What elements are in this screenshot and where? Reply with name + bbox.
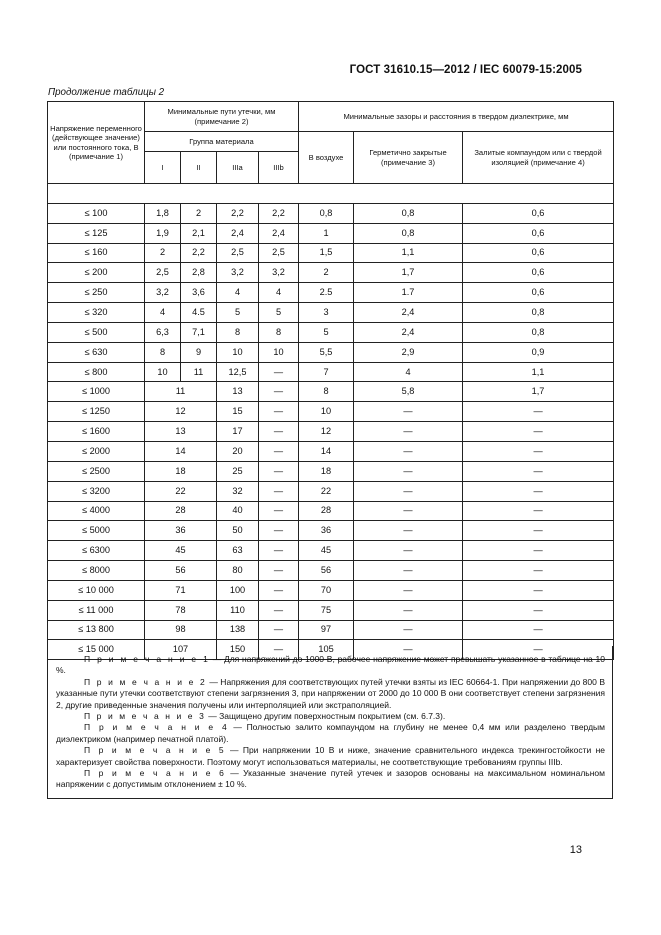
table-cell: 0,9 (463, 342, 614, 362)
table-cell: 3,2 (145, 283, 181, 303)
note-text: — Полностью залито компаундом на глубину не менее 0,4 мм или разделено твердым диэлектриком (например печатной платой). (56, 722, 605, 744)
table-cell: 5,5 (299, 342, 354, 362)
table-cell: — (354, 441, 463, 461)
table-cell: — (354, 561, 463, 581)
document-code: ГОСТ 31610.15—2012 / IEC 60079-15:2005 (349, 64, 582, 76)
table-cell: 97 (299, 620, 354, 640)
table-cell: ≤ 4000 (48, 501, 145, 521)
table-caption: Продолжение таблицы 2 (48, 87, 165, 98)
table-cell: 25 (217, 461, 259, 481)
table-cell: 20 (217, 441, 259, 461)
table-cell: 7,1 (181, 322, 217, 342)
table-row (48, 600, 614, 620)
table-cell: 4 (259, 283, 299, 303)
table-cell: 2,4 (259, 223, 299, 243)
table-cell: 0,8 (354, 223, 463, 243)
table-cell: 1,7 (354, 263, 463, 283)
table-cell: 0,6 (463, 283, 614, 303)
note-text: — Указанные значение путей утечек и зазоров основаны на максимальном номинальном напряжении с допустимым отклонением ± 10 %. (56, 768, 605, 790)
table-cell: 36 (145, 521, 217, 541)
table-cell: 15 (217, 402, 259, 422)
table-cell: 10 (145, 362, 181, 382)
header-potted: Залитые компаундом или с твердой изоляцией (примечание 4) (463, 132, 614, 184)
table-cell: 18 (299, 461, 354, 481)
table-cell: — (354, 541, 463, 561)
table-cell: 0,6 (463, 223, 614, 243)
note-label: П р и м е ч а н и е 1 (84, 654, 210, 664)
table-cell: — (259, 580, 299, 600)
table-cell: — (259, 362, 299, 382)
table-cell: — (259, 422, 299, 442)
header-separator (48, 184, 614, 204)
table-cell: — (463, 481, 614, 501)
table-cell: 2.5 (299, 283, 354, 303)
table-cell: ≤ 320 (48, 303, 145, 323)
table-row (48, 620, 614, 640)
table-cell: 2,2 (181, 243, 217, 263)
table-cell: ≤ 3200 (48, 481, 145, 501)
note-item (56, 745, 605, 768)
table-cell: 40 (217, 501, 259, 521)
table-cell: 12 (145, 402, 217, 422)
table-cell: 4.5 (181, 303, 217, 323)
table-cell: 78 (145, 600, 217, 620)
table-cell: 71 (145, 580, 217, 600)
table-cell: 2,5 (259, 243, 299, 263)
table-cell: 56 (299, 561, 354, 581)
table-cell: 10 (259, 342, 299, 362)
table-cell: 1,9 (145, 223, 181, 243)
table-cell: 0,8 (299, 203, 354, 223)
table-cell: 8 (259, 322, 299, 342)
table-row (48, 303, 614, 323)
note-item (56, 677, 605, 711)
note-text: — Напряжения для соответствующих путей утечки взяты из IEC 60664-1. При напряжении до 800 В указанные пути утечки соответствуют степени загрязнения 3, при напряжении от 2000 до 10 000 В они соответствует степени загрязнения 2, другие приведенные значения получены или интерполяцией или экстраполяцией. (56, 676, 605, 710)
header-group-ii: II (181, 152, 217, 184)
table-cell: 8 (145, 342, 181, 362)
table-cell: 10 (217, 342, 259, 362)
table-cell: 8 (217, 322, 259, 342)
table-row (48, 382, 614, 402)
table-cell: 6,3 (145, 322, 181, 342)
header-sealed: Герметично закрытые (примечание 3) (354, 132, 463, 184)
table-cell: ≤ 13 800 (48, 620, 145, 640)
table-cell: 11 (181, 362, 217, 382)
table-cell: ≤ 6300 (48, 541, 145, 561)
table-cell: — (463, 461, 614, 481)
table-cell: — (354, 580, 463, 600)
header-group-iiia: IIIa (217, 152, 259, 184)
table-header (48, 102, 614, 184)
table-cell: 2 (145, 243, 181, 263)
table-cell: 10 (299, 402, 354, 422)
table-cell: — (463, 501, 614, 521)
table-row (48, 481, 614, 501)
table-body (48, 184, 614, 660)
table-cell: ≤ 1600 (48, 422, 145, 442)
table-cell: — (463, 620, 614, 640)
table-cell: — (463, 561, 614, 581)
table-cell: ≤ 125 (48, 223, 145, 243)
table-cell: 70 (299, 580, 354, 600)
table-cell: 2,4 (354, 303, 463, 323)
table-cell: 17 (217, 422, 259, 442)
table-cell: 150 (217, 640, 259, 660)
table-cell: — (259, 600, 299, 620)
table-cell: 2,2 (259, 203, 299, 223)
table-cell: ≤ 100 (48, 203, 145, 223)
table-cell: ≤ 2500 (48, 461, 145, 481)
note-label: П р и м е ч а н и е 5 (84, 745, 226, 756)
table-cell: 11 (145, 382, 217, 402)
table-cell: 107 (145, 640, 217, 660)
table-cell: 50 (217, 521, 259, 541)
table-cell: 36 (299, 521, 354, 541)
table-cell: 0,8 (463, 322, 614, 342)
table-cell: ≤ 15 000 (48, 640, 145, 660)
table-cell: 45 (299, 541, 354, 561)
table-cell: 13 (145, 422, 217, 442)
table-cell: — (463, 541, 614, 561)
table-cell: 18 (145, 461, 217, 481)
table-row (48, 461, 614, 481)
table-cell: 4 (354, 362, 463, 382)
note-text: — Для напряжений до 1000 В, рабочее напряжение может превышать указанное в таблице на 10 %. (56, 654, 605, 676)
table-row (48, 263, 614, 283)
table-cell: 138 (217, 620, 259, 640)
table-cell: — (354, 402, 463, 422)
table-cell: ≤ 250 (48, 283, 145, 303)
table-cell: 4 (217, 283, 259, 303)
table-row (48, 441, 614, 461)
note-item (56, 768, 605, 791)
table-cell: — (354, 461, 463, 481)
table-cell: 105 (299, 640, 354, 660)
table-cell: 1,1 (354, 243, 463, 263)
table-cell: ≤ 1000 (48, 382, 145, 402)
note-item (56, 722, 605, 745)
table-cell: 63 (217, 541, 259, 561)
table-cell: ≤ 800 (48, 362, 145, 382)
table-cell: — (463, 580, 614, 600)
note-text: — Защищено другим поверхностным покрытием (см. 6.7.3). (205, 711, 446, 722)
table-cell: 0,6 (463, 203, 614, 223)
table-cell: 14 (299, 441, 354, 461)
table-cell: 2,4 (354, 322, 463, 342)
table-cell: — (354, 521, 463, 541)
table-cell: 5 (217, 303, 259, 323)
table-cell: 98 (145, 620, 217, 640)
table-cell: 2,8 (181, 263, 217, 283)
header-material-group: Группа материала (145, 132, 299, 152)
table-cell: 110 (217, 600, 259, 620)
table-cell: ≤ 10 000 (48, 580, 145, 600)
table-cell: 75 (299, 600, 354, 620)
table-cell: 1,5 (299, 243, 354, 263)
table-cell: ≤ 500 (48, 322, 145, 342)
table-cell: 2 (181, 203, 217, 223)
table-cell: — (259, 382, 299, 402)
table-cell: — (259, 541, 299, 561)
table-cell: 2,4 (217, 223, 259, 243)
table-cell: 2 (299, 263, 354, 283)
clearance-creepage-table (47, 101, 614, 660)
table-cell: — (354, 422, 463, 442)
table-cell: 45 (145, 541, 217, 561)
table-cell: ≤ 1250 (48, 402, 145, 422)
table-cell: 5 (299, 322, 354, 342)
table-cell: — (259, 640, 299, 660)
table-row (48, 203, 614, 223)
table-cell: 14 (145, 441, 217, 461)
table-cell: — (463, 521, 614, 541)
table-cell: 0,8 (463, 303, 614, 323)
table-cell: — (463, 402, 614, 422)
note-label: П р и м е ч а н и е 2 (84, 676, 207, 687)
table-row (48, 402, 614, 422)
table-cell: 0,8 (354, 203, 463, 223)
table-row (48, 521, 614, 541)
table-cell: 1,8 (145, 203, 181, 223)
table-cell: 9 (181, 342, 217, 362)
header-in-air: В воздухе (299, 132, 354, 184)
table-cell: 80 (217, 561, 259, 581)
header-creepage: Минимальные пути утечки, мм (примечание 2) (145, 102, 299, 132)
table-cell: 8 (299, 382, 354, 402)
table-cell: 1,1 (463, 362, 614, 382)
table-cell: 13 (217, 382, 259, 402)
table-cell: 7 (299, 362, 354, 382)
table-cell: — (259, 521, 299, 541)
table-cell: 100 (217, 580, 259, 600)
table-cell: 56 (145, 561, 217, 581)
table-row (48, 422, 614, 442)
table-row (48, 580, 614, 600)
table-row (48, 283, 614, 303)
table-cell: — (354, 600, 463, 620)
table-cell: 22 (145, 481, 217, 501)
table-cell: — (463, 600, 614, 620)
table-cell: 5,8 (354, 382, 463, 402)
note-label: П р и м е ч а н и е 3 (84, 711, 206, 722)
table-cell: 12,5 (217, 362, 259, 382)
table-row (48, 243, 614, 263)
table-cell: 3,6 (181, 283, 217, 303)
table-cell: ≤ 5000 (48, 521, 145, 541)
note-label: П р и м е ч а н и е 4 (84, 722, 229, 733)
table-notes (47, 646, 613, 799)
table-cell: ≤ 630 (48, 342, 145, 362)
page-number: 13 (569, 844, 582, 856)
table-row (48, 362, 614, 382)
table-cell: — (463, 422, 614, 442)
table-row (48, 501, 614, 521)
note-label: П р и м е ч а н и е 6 (84, 768, 226, 779)
header-group-i: I (145, 152, 181, 184)
table-cell: ≤ 8000 (48, 561, 145, 581)
table-cell: 28 (145, 501, 217, 521)
table-cell: — (259, 402, 299, 422)
table-cell: 2,1 (181, 223, 217, 243)
header-voltage: Напряжение переменного (действующее значение) или постоянного тока, В (примечание 1) (48, 102, 145, 184)
table-cell: 12 (299, 422, 354, 442)
note-text: — При напряжении 10 В и ниже, значение сравнительного индекса трекингостойкости не характеризует свойства поверхности. Поэтому могут использоваться материалы, не соответствующие требованиям группы IIIb. (56, 745, 605, 767)
table-cell: 1,7 (463, 382, 614, 402)
table-cell: ≤ 11 000 (48, 600, 145, 620)
table-cell: — (463, 441, 614, 461)
table-cell: 4 (145, 303, 181, 323)
table-cell: — (259, 481, 299, 501)
table-cell: 1 (299, 223, 354, 243)
table-cell: ≤ 2000 (48, 441, 145, 461)
table-cell: ≤ 160 (48, 243, 145, 263)
table-row (48, 342, 614, 362)
table-cell: — (354, 501, 463, 521)
table-cell: 2,5 (217, 243, 259, 263)
table-cell: — (463, 640, 614, 660)
table-cell: 28 (299, 501, 354, 521)
table-cell: — (259, 501, 299, 521)
table-cell: 3,2 (259, 263, 299, 283)
table-cell: 3,2 (217, 263, 259, 283)
table-cell: ≤ 200 (48, 263, 145, 283)
table-cell: 2,5 (145, 263, 181, 283)
table-cell: 2,9 (354, 342, 463, 362)
table-cell: — (354, 481, 463, 501)
table-cell: — (354, 620, 463, 640)
table-cell: 0,6 (463, 243, 614, 263)
note-item (56, 711, 605, 722)
header-clearance: Минимальные зазоры и расстояния в твердом диэлектрике, мм (299, 102, 614, 132)
table-cell: 0,6 (463, 263, 614, 283)
table-cell: — (259, 561, 299, 581)
table-cell: — (354, 640, 463, 660)
table-row (48, 322, 614, 342)
header-group-iiib: IIIb (259, 152, 299, 184)
table-cell: 1.7 (354, 283, 463, 303)
note-item (56, 654, 605, 677)
table-row (48, 223, 614, 243)
table-cell: 5 (259, 303, 299, 323)
table-row (48, 561, 614, 581)
table-row (48, 541, 614, 561)
table-cell: — (259, 620, 299, 640)
table-cell: 22 (299, 481, 354, 501)
table-cell: 2,2 (217, 203, 259, 223)
table-cell: — (259, 441, 299, 461)
table-cell: 32 (217, 481, 259, 501)
table-cell: — (259, 461, 299, 481)
table-cell: 3 (299, 303, 354, 323)
